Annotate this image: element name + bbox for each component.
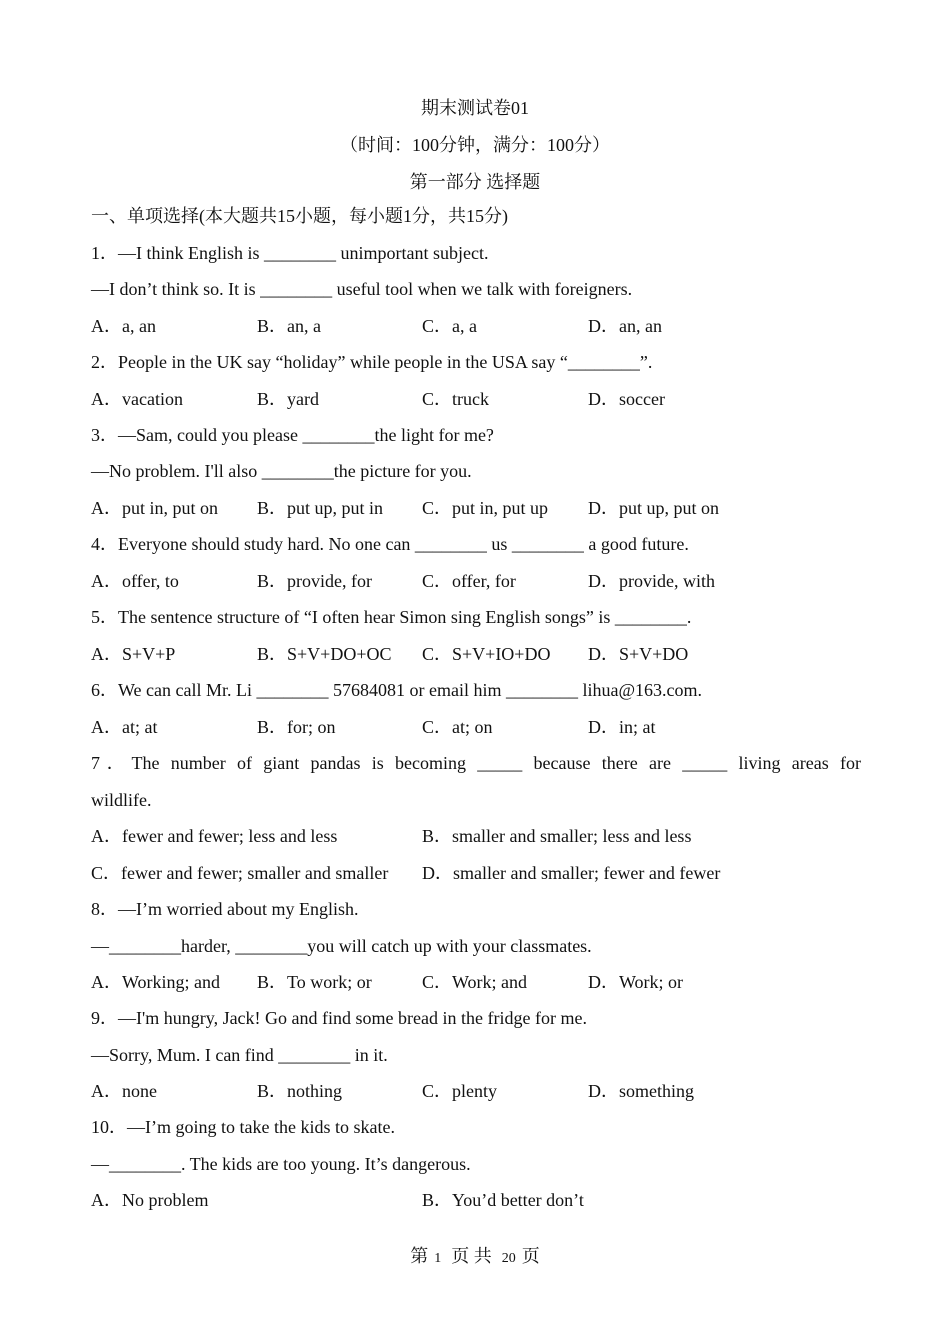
- question-7-line-1: 7．The number of giant pandas is becoming _____ because there are _____ living areas for: [91, 753, 861, 773]
- option-d: D．smaller and smaller; fewer and fewer: [422, 863, 721, 883]
- question-4-options: [91, 569, 861, 593]
- question-9-line-1: 9．—I'm hungry, Jack! Go and find some bread in the fridge for me.: [91, 1008, 587, 1028]
- option-c: C．at; on: [422, 717, 493, 737]
- question-7-options-row-2: [91, 861, 861, 885]
- question-10-line-2: —________. The kids are too young. It’s dangerous.: [91, 1154, 471, 1174]
- footer-prefix: 第: [410, 1246, 429, 1266]
- option-b: B．yard: [257, 389, 319, 409]
- option-a: A．at; at: [91, 717, 158, 737]
- question-9-options: [91, 1079, 861, 1103]
- question-2-options: [91, 387, 861, 411]
- question-1-line-2: —I don’t think so. It is ________ useful tool when we talk with foreigners.: [91, 279, 633, 299]
- question-8-line-2: —________harder, ________you will catch up with your classmates.: [91, 936, 592, 956]
- question-3-line-1: 3．—Sam, could you please ________the light for me?: [91, 425, 494, 445]
- question-10-line-1: 10．—I’m going to take the kids to skate.: [91, 1117, 395, 1137]
- option-d: D．something: [588, 1081, 694, 1101]
- question-8-line-1: 8．—I’m worried about my English.: [91, 899, 359, 919]
- option-c: C．plenty: [422, 1081, 497, 1101]
- option-a: A．vacation: [91, 389, 183, 409]
- option-b: B．To work; or: [257, 972, 372, 992]
- option-a: A．S+V+P: [91, 644, 176, 664]
- question-5-options: [91, 642, 861, 666]
- exam-title: 期末测试卷01: [421, 98, 529, 118]
- question-4-line-1: 4．Everyone should study hard. No one can ________ us ________ a good future.: [91, 534, 689, 554]
- question-1-line-1: 1．—I think English is ________ unimportant subject.: [91, 243, 489, 263]
- option-d: D．S+V+DO: [588, 644, 689, 664]
- option-b: B．You’d better don’t: [422, 1190, 584, 1210]
- option-b: B．S+V+DO+OC: [257, 644, 392, 664]
- option-a: A．a, an: [91, 316, 156, 336]
- question-7-options-row-1: [91, 824, 861, 848]
- option-c: C．offer, for: [422, 571, 516, 591]
- option-d: D．put up, put on: [588, 498, 720, 518]
- option-c: C．S+V+IO+DO: [422, 644, 551, 664]
- option-a: A．put in, put on: [91, 498, 219, 518]
- option-d: D．an, an: [588, 316, 662, 336]
- footer-mid: 页 共: [451, 1246, 492, 1266]
- question-6-line-1: 6．We can call Mr. Li ________ 57684081 or email him ________ lihua@163.com.: [91, 680, 703, 700]
- part-heading: 第一部分 选择题: [409, 172, 541, 192]
- option-c: C．Work; and: [422, 972, 528, 992]
- question-5-line-1: 5．The sentence structure of “I often hear Simon sing English songs” is ________.: [91, 607, 692, 627]
- question-3-options: [91, 496, 861, 520]
- option-a: A．Working; and: [91, 972, 221, 992]
- option-d: D．provide, with: [588, 571, 715, 591]
- question-7-line-2: wildlife.: [91, 790, 152, 810]
- option-b: B．put up, put in: [257, 498, 384, 518]
- option-d: D．Work; or: [588, 972, 684, 992]
- option-a: A．No problem: [91, 1190, 209, 1210]
- question-6-options: [91, 715, 861, 739]
- footer-page-number: 1: [434, 1251, 442, 1266]
- option-c: C．truck: [422, 389, 489, 409]
- option-c: C．a, a: [422, 316, 477, 336]
- page-footer: [0, 1242, 950, 1268]
- option-a: A．fewer and fewer; less and less: [91, 826, 338, 846]
- exam-subtitle: （时间：100分钟，满分：100分）: [340, 135, 610, 155]
- option-b: B．for; on: [257, 717, 336, 737]
- option-a: A．offer, to: [91, 571, 179, 591]
- question-10-options: [91, 1188, 861, 1212]
- question-9-line-2: —Sorry, Mum. I can find ________ in it.: [91, 1045, 388, 1065]
- question-3-line-2: —No problem. I'll also ________the picture for you.: [91, 461, 472, 481]
- option-c: C．put in, put up: [422, 498, 549, 518]
- section-heading: 一、单项选择(本大题共15小题，每小题1分，共15分): [91, 206, 508, 226]
- option-b: B．smaller and smaller; less and less: [422, 826, 692, 846]
- option-b: B．an, a: [257, 316, 321, 336]
- question-1-options: [91, 314, 861, 338]
- footer-total-pages: 20: [501, 1251, 516, 1266]
- option-d: D．soccer: [588, 389, 665, 409]
- option-b: B．nothing: [257, 1081, 343, 1101]
- question-2-line-1: 2．People in the UK say “holiday” while people in the USA say “________”.: [91, 352, 653, 372]
- option-c: C．fewer and fewer; smaller and smaller: [91, 863, 389, 883]
- option-b: B．provide, for: [257, 571, 372, 591]
- footer-suffix: 页: [521, 1246, 540, 1266]
- question-8-options: [91, 970, 861, 994]
- option-d: D．in; at: [588, 717, 656, 737]
- option-a: A．none: [91, 1081, 157, 1101]
